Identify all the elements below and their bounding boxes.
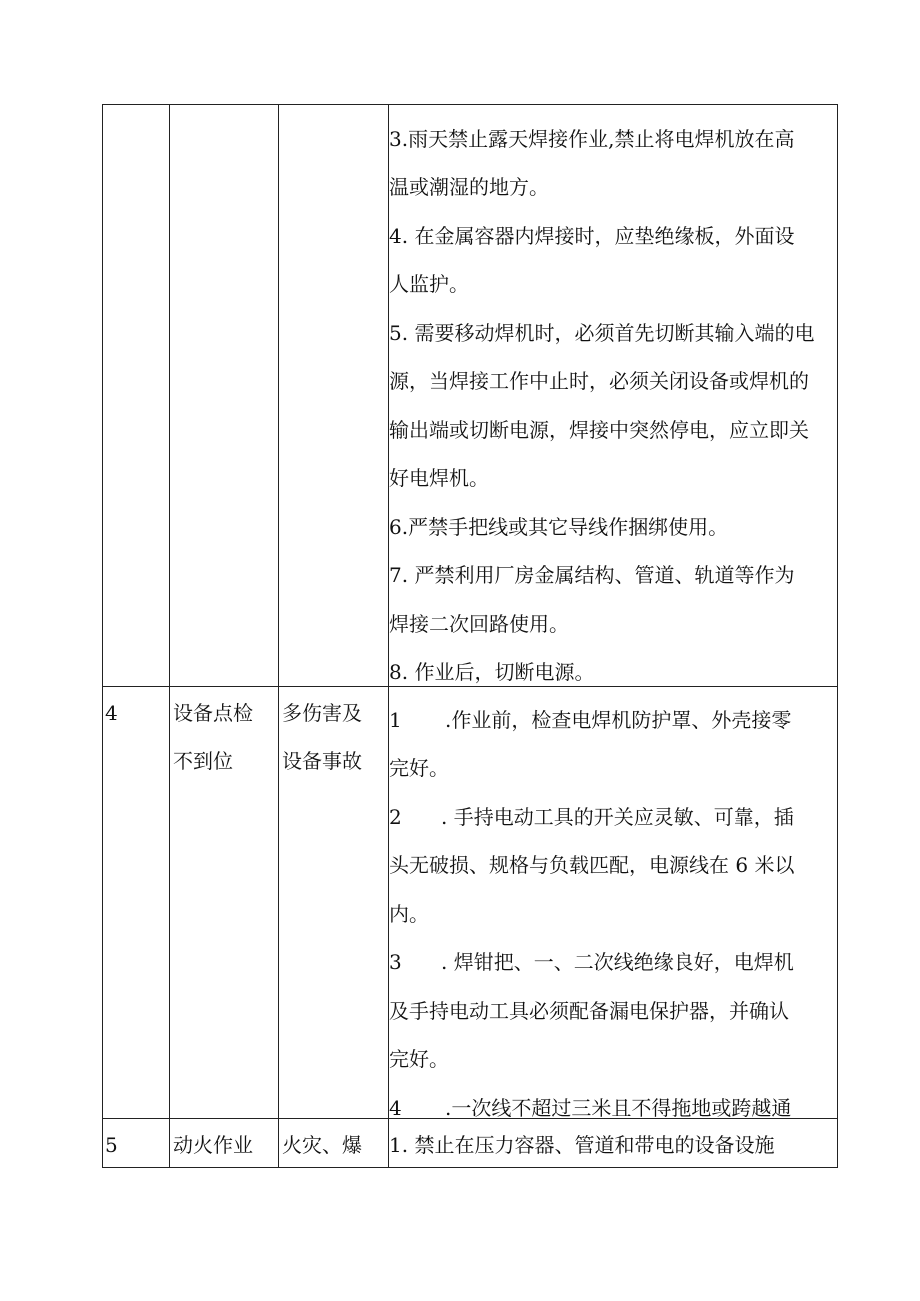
measures-cell-continued [389, 105, 837, 686]
measure-line [389, 708, 791, 732]
column-divider [278, 105, 279, 1167]
measure-text: . 手持电动工具的开关应灵敏、可靠，插 [441, 805, 794, 829]
measure-line: 8. 作业后，切断电源。 [389, 660, 595, 684]
measure-line: 完好。 [389, 756, 449, 780]
measure-number: 3 [389, 950, 402, 974]
measure-line: 5. 需要移动焊机时，必须首先切断其输入端的电 [389, 321, 815, 345]
hazard-cell: 火灾、爆 [282, 1133, 362, 1157]
item-line: 不到位 [173, 749, 233, 773]
measure-text: .作业前，检查电焊机防护罩、外壳接零 [445, 708, 792, 732]
measure-line: 6.严禁手把线或其它导线作捆绑使用。 [389, 515, 729, 539]
measure-line: 1. 禁止在压力容器、管道和带电的设备设施 [389, 1133, 775, 1157]
measure-line: 源，当焊接工作中止时，必须关闭设备或焊机的 [389, 369, 809, 393]
hazard-line: 设备事故 [282, 749, 362, 773]
measure-line: 3.雨天禁止露天焊接作业,禁止将电焊机放在高 [389, 127, 795, 151]
measure-line: 7. 严禁利用厂房金属结构、管道、轨道等作为 [389, 563, 795, 587]
item-line: 设备点检 [173, 701, 253, 725]
measure-text: . 焊钳把、一、二次线绝缘良好，电焊机 [441, 950, 794, 974]
measure-line [389, 950, 794, 974]
measure-line: 头无破损、规格与负载匹配，电源线在 6 米以 [389, 853, 795, 877]
column-divider [169, 105, 170, 1167]
measure-line: 输出端或切断电源，焊接中突然停电，应立即关 [389, 418, 809, 442]
safety-measures-table [102, 104, 838, 1168]
hazard-line: 多伤害及 [282, 701, 362, 725]
measure-number: 1 [389, 708, 402, 732]
measure-number: 4 [389, 1096, 402, 1118]
measure-line: 焊接二次回路使用。 [389, 612, 569, 636]
item-cell: 动火作业 [173, 1133, 253, 1157]
row-number: 5 [105, 1133, 118, 1157]
row-divider [103, 1118, 837, 1119]
measure-line: 人监护。 [389, 272, 469, 296]
measure-line [389, 805, 794, 829]
measures-cell-row-4 [389, 687, 837, 1118]
measure-line: 温或潮湿的地方。 [389, 175, 549, 199]
measure-text: .一次线不超过三米且不得拖地或跨越通 [445, 1096, 792, 1118]
measure-line: 内。 [389, 902, 429, 926]
measure-line: 及手持电动工具必须配备漏电保护器，并确认 [389, 999, 789, 1023]
measure-line: 好电焊机。 [389, 466, 489, 490]
measure-number: 2 [389, 805, 402, 829]
measure-line: 完好。 [389, 1047, 449, 1071]
row-number: 4 [105, 701, 118, 725]
measure-line [389, 1096, 791, 1118]
measure-line: 4. 在金属容器内焊接时，应垫绝缘板，外面设 [389, 224, 795, 248]
